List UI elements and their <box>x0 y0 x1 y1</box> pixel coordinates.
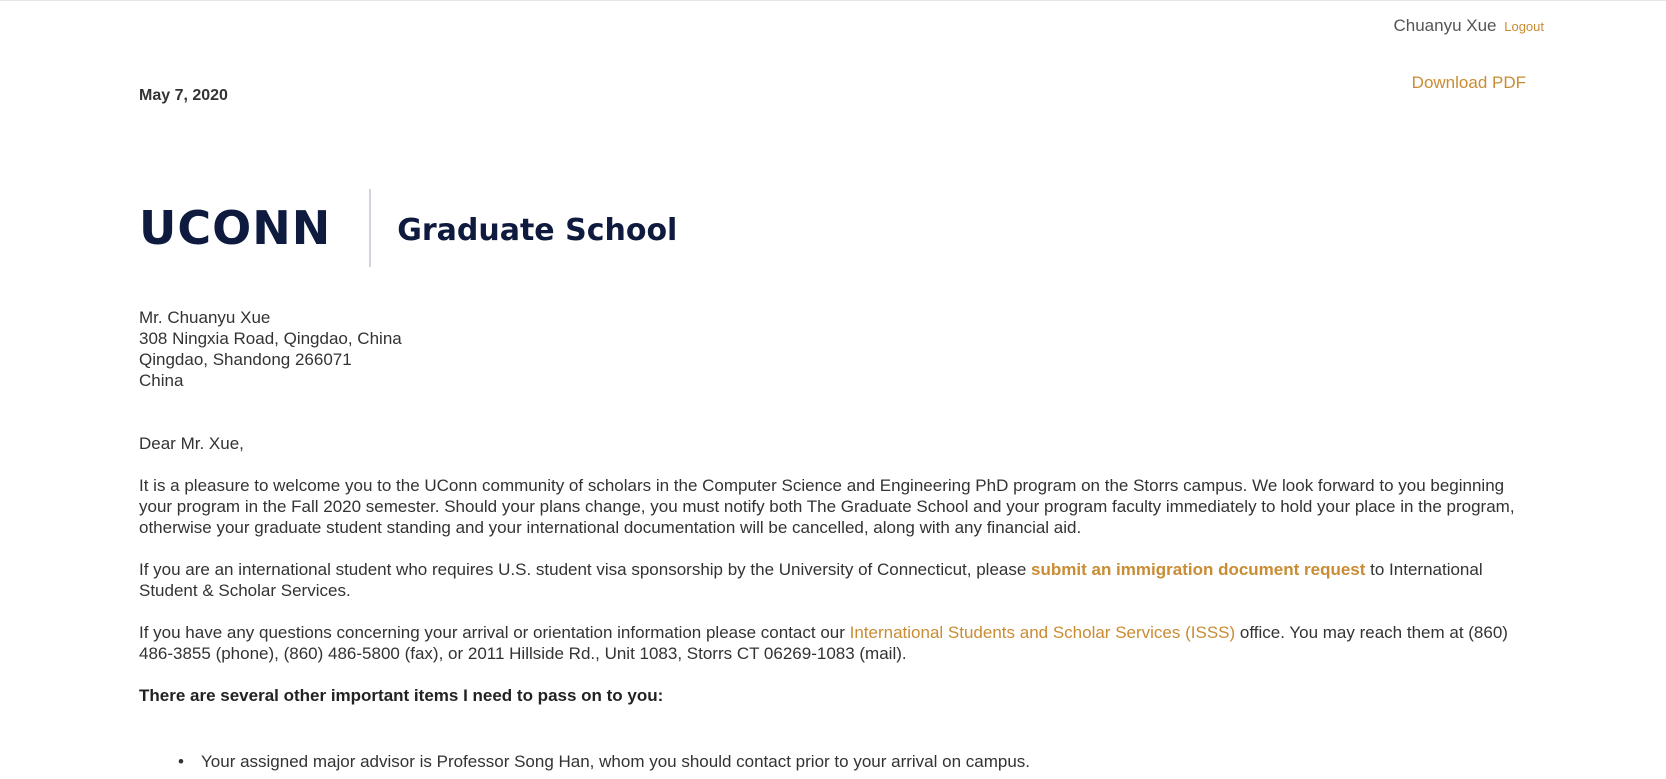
bullet-icon: • <box>178 752 184 771</box>
visa-paragraph-text-end: to International Student & Scholar Services. <box>139 560 1483 600</box>
list-item-text: Your assigned major advisor is Professor Song Han, whom you should contact prior to your arrival on campus. <box>201 752 1030 771</box>
visa-paragraph <box>139 559 1531 601</box>
contact-paragraph-text-end: office. You may reach them at (860) 486-3855 (phone), (860) 486-5800 (fax), or 2011 Hillside Rd., Unit 1083, Storrs CT 06269-1083 (mail). <box>139 623 1508 663</box>
important-items-heading: There are several other important items I need to pass on to you: <box>139 686 664 705</box>
download-pdf-link[interactable]: Download PDF <box>1411 73 1526 92</box>
salutation: Dear Mr. Xue, <box>139 434 244 453</box>
contact-paragraph-text: If you have any questions concerning your arrival or orientation information please contact our <box>139 623 850 642</box>
letter-date: May 7, 2020 <box>139 87 228 104</box>
uconn-graduate-school-logo <box>139 188 677 268</box>
user-area <box>1393 16 1544 36</box>
logout-link[interactable]: Logout <box>1504 19 1544 34</box>
letter-body <box>139 433 1531 727</box>
contact-paragraph <box>139 622 1531 664</box>
welcome-paragraph: It is a pleasure to welcome you to the UConn community of scholars in the Computer Science and Engineering PhD program on the Storrs campus. We look forward to you beginning your program in the Fall 2020 semester. Should your plans change, you must notify both The Graduate School and your program faculty immediately to hold your place in the program, otherwise your graduate student standing and your international documentation will be cancelled, along with any financial aid. <box>139 476 1515 537</box>
isss-link[interactable]: International Students and Scholar Services (ISSS) <box>849 623 1236 642</box>
top-border <box>0 0 1666 1</box>
address-line: China <box>139 371 184 390</box>
recipient-address <box>139 307 402 391</box>
important-items-list <box>139 751 1030 772</box>
logo-divider <box>369 189 371 267</box>
address-line: Qingdao, Shandong 266071 <box>139 350 352 369</box>
address-line: 308 Ningxia Road, Qingdao, China <box>139 329 402 348</box>
logo-wordmark: UCONN <box>139 201 332 255</box>
list-item <box>139 751 1030 772</box>
address-line: Mr. Chuanyu Xue <box>139 308 271 327</box>
immigration-request-link[interactable]: submit an immigration document request <box>1031 560 1366 579</box>
user-name: Chuanyu Xue <box>1393 16 1497 35</box>
visa-paragraph-text: If you are an international student who requires U.S. student visa sponsorship by the University of Connecticut, please <box>139 560 1032 579</box>
logo-unit-name: Graduate School <box>397 213 678 248</box>
